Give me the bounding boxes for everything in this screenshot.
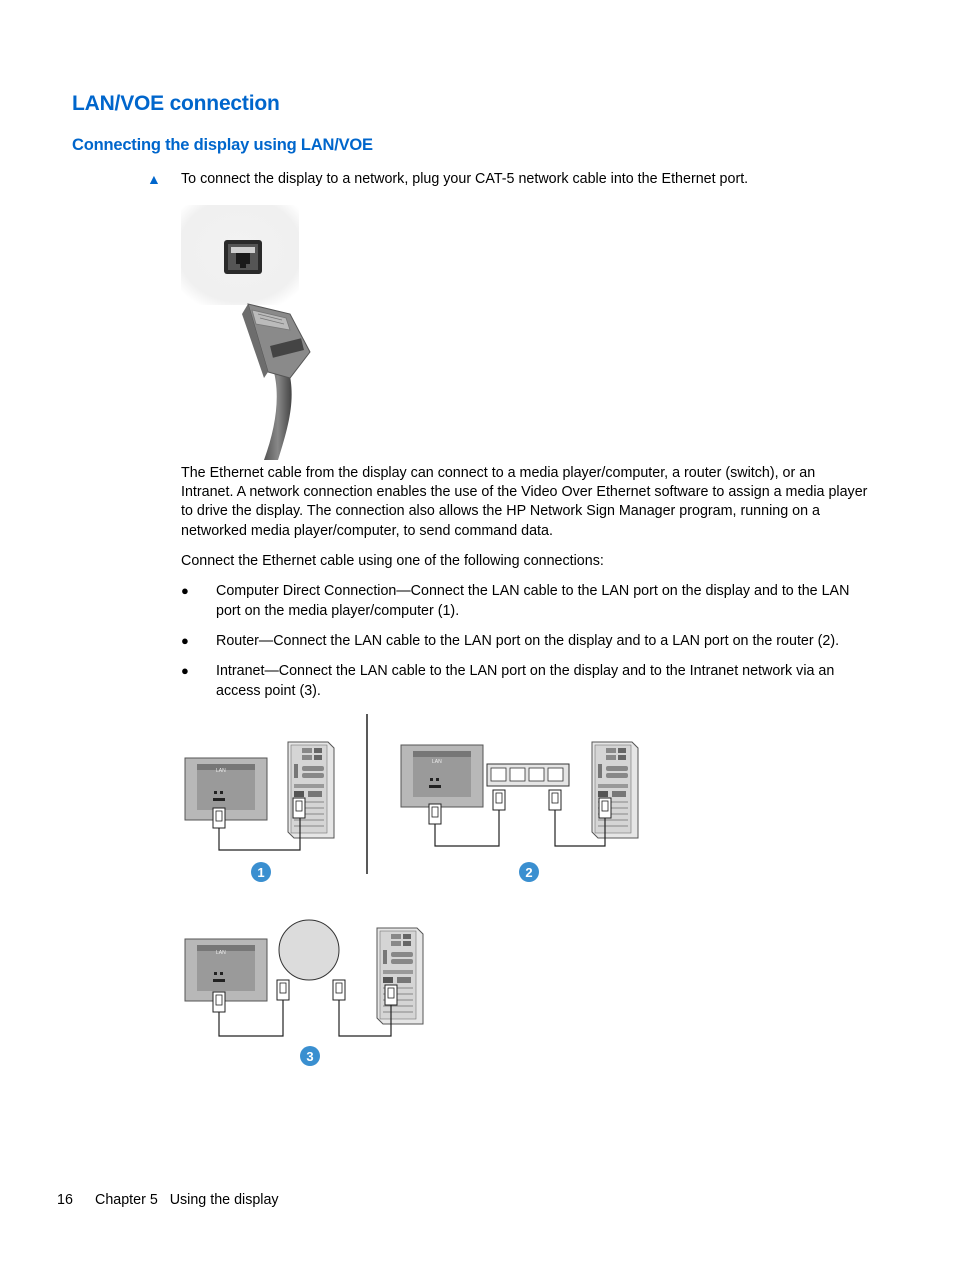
callout-number: 1 [257,865,265,880]
ethernet-port-icon [224,240,262,274]
step-text: To connect the display to a network, plug your CAT-5 network cable into the Ethernet port. [181,171,749,187]
bullet-marker: ● [181,633,189,648]
connection-intro-paragraph: Connect the Ethernet cable using one of the following connections: [181,553,604,569]
connection-diagrams [0,700,954,1080]
plug-icon [293,798,305,818]
intranet-access-point [279,920,339,980]
diagram-router [401,742,638,882]
plug-icon [493,790,505,810]
plug-icon [333,980,345,1000]
plug-icon [549,790,561,810]
display-monitor [401,745,483,807]
plug-icon [277,980,289,1000]
bullet-marker: ● [181,583,189,598]
chapter-footer: Chapter 5 Using the display [95,1192,279,1208]
diagram-intranet [185,920,423,1066]
subsection-title: Connecting the display using LAN/VOE [72,136,373,154]
plug-icon [213,808,225,828]
lan-port-label: LAN [432,759,442,765]
diagram-computer-direct [185,714,367,882]
bullet-intranet: Intranet—Connect the LAN cable to the LAN port on the display and to the Intranet network via an access point (3). [216,663,835,699]
description-paragraph: The Ethernet cable from the display can connect to a media player/computer, a router (switch), or an Intranet. A network connection enables the use of the Video Over Ethernet software to assign a media player to drive the display. The connection also allows the HP Network Sign Manager program, running on a networked media player/computer, to send command data. [181,465,868,539]
display-monitor [185,939,267,1001]
lan-port-label: LAN [216,950,226,956]
ethernet-plug-icon [242,304,310,460]
triangle-up-icon: ▲ [147,171,161,187]
callout-number: 2 [525,865,533,880]
callout-number: 3 [306,1049,314,1064]
section-title: LAN/VOE connection [72,92,280,115]
computer-tower [592,742,638,838]
plug-icon [213,992,225,1012]
lan-port-label: LAN [216,768,226,774]
bullet-router: Router—Connect the LAN cable to the LAN port on the display and to a LAN port on the router (2). [216,633,840,649]
display-monitor [185,758,267,820]
plug-icon [599,798,611,818]
bullet-computer-direct: Computer Direct Connection—Connect the LAN cable to the LAN port on the display and to the LAN port on the media player/computer (1). [216,583,850,619]
plug-icon [429,804,441,824]
computer-tower [288,742,334,838]
router-switch [487,764,569,786]
ethernet-cable-illustration [178,202,328,462]
bullet-marker: ● [181,663,189,678]
plug-icon [385,985,397,1005]
page-number: 16 [57,1192,73,1208]
computer-tower [377,928,423,1024]
